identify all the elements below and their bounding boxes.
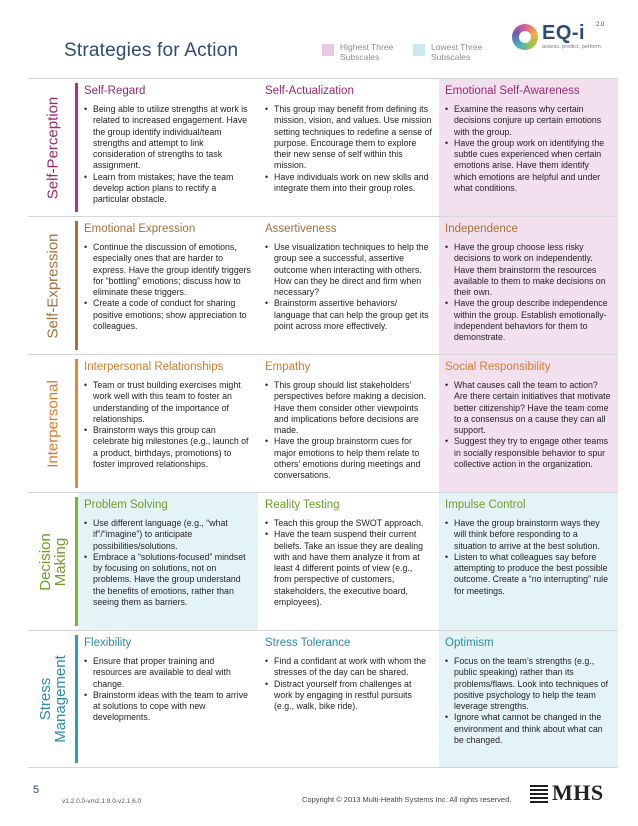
subscale-title: Stress Tolerance (265, 637, 351, 649)
legend-highest-label: Highest Three Subscales (340, 42, 394, 62)
subscale-title: Reality Testing (265, 499, 340, 511)
subscale-title: Impulse Control (445, 499, 526, 511)
strategy-list (265, 518, 432, 608)
row-title: Interpersonal (44, 379, 62, 468)
version-string: v1.2.0.0-vm2.1.9.0-v2.1.6.0 (62, 798, 142, 805)
strategy-bullet: • Have the group brainstorm cues for major emotions to help them relate to others’ emotions during meetings and conversations. (265, 436, 432, 481)
row-title: Self-Expression (44, 232, 62, 339)
subscale-title: Interpersonal Relationships (84, 361, 224, 373)
strategy-bullet: • Brainstorm ideas with the team to arrive at solutions to cope with new developments. (84, 690, 252, 724)
cell-flexibility (78, 631, 258, 767)
row-title (38, 533, 68, 591)
row-title-line: Stress (37, 677, 54, 721)
strategy-list (84, 380, 252, 470)
eqi-logo-tagline: assess. predict. perform. (542, 44, 603, 50)
strategy-bullet: • Continue the discussion of emotions, especially ones that are harder to express. Have the group identify triggers for “bottling” emotions; discuss how to eliminate these triggers. (84, 242, 252, 298)
subscale-title: Problem Solving (84, 499, 168, 511)
legend-highest (322, 42, 410, 62)
legend-lowest-swatch (413, 44, 425, 56)
eqi-logo-version: 2.0 (596, 22, 605, 28)
strategy-bullet: • Learn from mistakes; have the team develop action plans to rectify a particular obstacle. (84, 172, 252, 206)
row-self-perception (28, 78, 618, 216)
row-title (38, 655, 68, 743)
subscale-title: Emotional Self-Awareness (445, 85, 580, 97)
strategy-bullet: • This group should list stakeholders’ perspectives before making a decision. Have them consider other viewpoints and implications before decisions are made. (265, 380, 432, 436)
strategy-bullet: • Being able to utilize strengths at work is related to increased engagement. Have the group identify individual/team strengths and attempt to link consideration of strengths to task assignment. (84, 104, 252, 172)
strategy-list (445, 518, 612, 597)
cell-interpersonal-relationships (78, 355, 258, 492)
cell-emotional-self-awareness (438, 79, 618, 216)
copyright-text: Copyright © 2013 Multi-Health Systems Inc. All rights reserved. (302, 795, 512, 804)
cell-stress-tolerance (258, 631, 438, 767)
strategy-bullet: • Ignore what cannot be changed in the environment and think about what can be changed. (445, 712, 612, 746)
strategy-bullet: • Have the team suspend their current beliefs. Take an issue they are dealing with and have them analyze it from at least 4 different points of view (e.g., from perspective of customers, stakeholders, the executive board, employees). (265, 529, 432, 608)
strategy-list (265, 656, 432, 712)
row-label-decision-making (28, 493, 78, 630)
cell-reality-testing (258, 493, 438, 630)
row-title: Self-Perception (44, 96, 62, 199)
strategy-bullet: • Ensure that proper training and resources are available to deal with change. (84, 656, 252, 690)
cell-problem-solving (78, 493, 258, 630)
cell-independence (438, 217, 618, 354)
subscale-title: Emotional Expression (84, 223, 196, 235)
row-self-expression (28, 216, 618, 354)
subscale-title: Social Responsibility (445, 361, 551, 373)
strategies-grid (28, 78, 618, 768)
eqi-logo-text: EQ-i (542, 22, 586, 44)
strategy-list (445, 242, 612, 344)
strategy-bullet: • Use different language (e.g., “what if”/“imagine”) to anticipate possibilities/solutions. (84, 518, 252, 552)
legend-lowest (413, 42, 501, 62)
strategy-bullet: • Distract yourself from challenges at work by engaging in restful pursuits (e.g., walk, bike ride). (265, 679, 432, 713)
subscale-title: Assertiveness (265, 223, 337, 235)
page-number: 5 (33, 784, 40, 796)
page-header (0, 0, 638, 76)
legend-lowest-label: Lowest Three Subscales (431, 42, 483, 62)
strategy-bullet: • Suggest they try to engage other teams in socially responsible behavior to spur collective action in the organization. (445, 436, 612, 470)
strategy-bullet: • Team or trust building exercises might work well with this team to foster an understanding of the importance of relationships. (84, 380, 252, 425)
mhs-logo-text: MHS (552, 780, 604, 805)
strategy-list (445, 656, 612, 746)
legend-highest-swatch (322, 44, 334, 56)
cell-social-responsibility (438, 355, 618, 492)
row-title-line: Management (52, 655, 69, 743)
strategy-bullet: • Find a confidant at work with whom the stresses of the day can be shared. (265, 656, 432, 679)
strategy-bullet: • Have the group describe independence within the group. Establish emotionally-independent behaviors for them to demonstrate. (445, 298, 612, 343)
row-stress-management (28, 630, 618, 768)
strategy-list (84, 104, 252, 206)
strategy-bullet: • Have the group brainstorm ways they will think before responding to a situation to arrive at the best solution. (445, 518, 612, 552)
strategy-bullet: • Brainstorm ways this group can celebrate big milestones (e.g., launch of a product, birthdays, promotions) to foster improved relationships. (84, 425, 252, 470)
cell-emotional-expression (78, 217, 258, 354)
cell-empathy (258, 355, 438, 492)
strategy-bullet: • Embrace a “solutions-focused” mindset by focusing on solutions, not on problems. Have the group understand the benefits of emotions, rather than seeing them as barriers. (84, 552, 252, 608)
subscale-title: Flexibility (84, 637, 132, 649)
strategy-list (445, 380, 612, 470)
strategy-list (84, 656, 252, 724)
subscale-title: Self-Actualization (265, 85, 354, 97)
eqi-logo (512, 22, 616, 52)
row-interpersonal (28, 354, 618, 492)
row-title-line: Decision (37, 532, 54, 591)
page-title: Strategies for Action (64, 40, 239, 61)
strategy-bullet: • Listen to what colleagues say before attempting to produce the best possible outcome. Create a “no interrupting” rule for meetings. (445, 552, 612, 597)
strategy-bullet: • Focus on the team’s strengths (e.g., public speaking) rather than its problems/flaws. Look into techniques of positive psychology to help the team leverage strengths. (445, 656, 612, 712)
strategy-list (84, 518, 252, 608)
strategy-bullet: • Brainstorm assertive behaviors/ language that can help the group get its point across more effectively. (265, 298, 432, 332)
mhs-logo-icon (530, 783, 548, 803)
cell-self-regard (78, 79, 258, 216)
strategy-bullet: • What causes call the team to action? Are there certain initiatives that motivate better citizenship? Have the team come to a consensus on a cause they can all support. (445, 380, 612, 436)
strategy-bullet: • Use visualization techniques to help the group see a successful, assertive outcome when interacting with others. How can they be direct and firm when necessary? (265, 242, 432, 298)
row-label-stress-management (28, 631, 78, 767)
strategy-list (84, 242, 252, 332)
row-title-line: Making (52, 537, 69, 586)
cell-assertiveness (258, 217, 438, 354)
subscale-title: Self-Regard (84, 85, 146, 97)
row-label-interpersonal (28, 355, 78, 492)
strategy-bullet: • Have the group choose less risky decisions to work on independently. Have them brainstorm the resources available to them to make decisions on their own. (445, 242, 612, 298)
mhs-logo (530, 780, 604, 806)
strategy-list (265, 380, 432, 482)
cell-impulse-control (438, 493, 618, 630)
strategy-list (445, 104, 612, 194)
row-label-self-expression (28, 217, 78, 354)
page-footer (0, 780, 638, 826)
row-label-self-perception (28, 79, 78, 216)
strategy-bullet: • Create a code of conduct for sharing positive emotions; show appreciation to colleagues. (84, 298, 252, 332)
subscale-title: Optimism (445, 637, 494, 649)
cell-self-actualization (258, 79, 438, 216)
subscale-title: Empathy (265, 361, 311, 373)
strategy-bullet: • Have the group work on identifying the subtle cues experienced when certain emotions arise. Have them identify which emotions are helpful and under what conditions. (445, 138, 612, 194)
eqi-logo-icon (512, 24, 538, 50)
strategy-bullet: • This group may benefit from defining its mission, vision, and values. Use mission setting techniques to redefine a sense of purpose. Encourage them to explore their new sense of self within this mission. (265, 104, 432, 172)
strategy-list (265, 242, 432, 332)
row-decision-making (28, 492, 618, 630)
cell-optimism (438, 631, 618, 767)
strategy-list (265, 104, 432, 194)
subscale-title: Independence (445, 223, 518, 235)
strategy-bullet: • Have individuals work on new skills and integrate them into their group roles. (265, 172, 432, 195)
strategy-bullet: • Examine the reasons why certain decisions conjure up certain emotions with the group. (445, 104, 612, 138)
strategy-bullet: • Teach this group the SWOT approach. (265, 518, 432, 529)
